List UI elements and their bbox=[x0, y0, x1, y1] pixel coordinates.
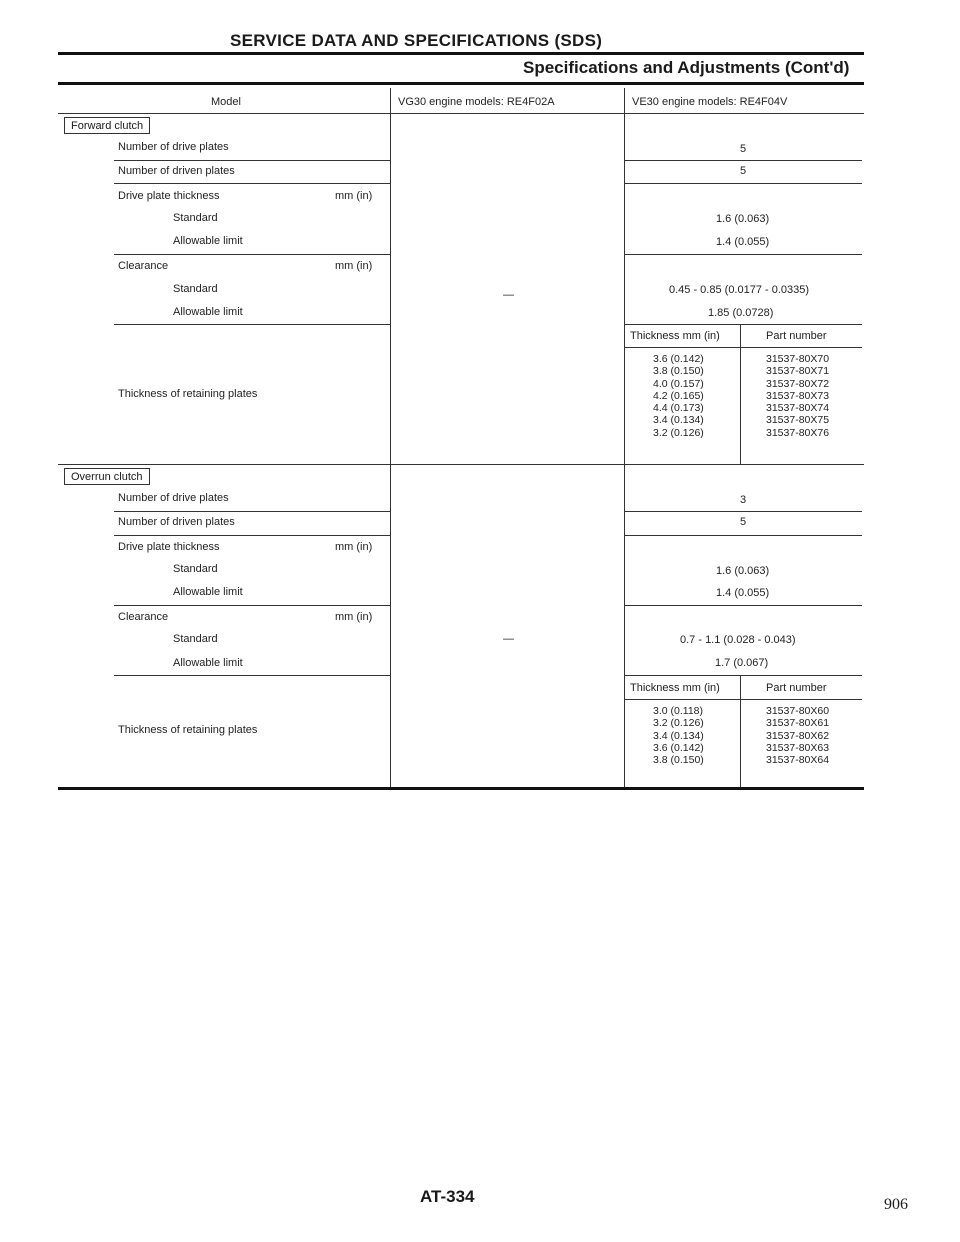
row-rule bbox=[114, 511, 390, 512]
retaining-thickness: 3.6 (0.142) bbox=[653, 741, 704, 754]
row-rule bbox=[114, 675, 390, 676]
fc-drive-plates-label: Number of drive plates bbox=[118, 141, 229, 153]
fc-plate-thickness-unit: mm (in) bbox=[335, 190, 373, 202]
retaining-part-number: 31537-80X64 bbox=[766, 754, 830, 767]
fc-standard-value: 1.6 (0.063) bbox=[716, 213, 770, 225]
retaining-thickness: 3.8 (0.150) bbox=[653, 754, 704, 767]
fc-driven-plates-value: 5 bbox=[740, 165, 747, 177]
oc-clr-standard-value: 0.7 - 1.1 (0.028 - 0.043) bbox=[680, 634, 796, 646]
oc-driven-plates-value: 5 bbox=[740, 516, 747, 528]
oc-retaining-header-part: Part number bbox=[766, 682, 827, 694]
oc-drive-plates-label: Number of drive plates bbox=[118, 492, 229, 504]
retaining-thickness: 3.8 (0.150) bbox=[653, 365, 704, 378]
page-code: AT-334 bbox=[420, 1187, 475, 1206]
fc-vg30-value: — bbox=[503, 289, 514, 301]
retaining-part-number: 31537-80X63 bbox=[766, 741, 830, 754]
forward-clutch-heading: Forward clutch bbox=[64, 117, 150, 134]
row-rule bbox=[624, 347, 862, 348]
retaining-part-number: 31537-80X76 bbox=[766, 426, 830, 439]
oc-clr-allowable-label: Allowable limit bbox=[173, 657, 243, 669]
ve30-column-header: VE30 engine models: RE4F04V bbox=[632, 96, 788, 108]
oc-standard-value: 1.6 (0.063) bbox=[716, 565, 770, 577]
retaining-thickness: 3.4 (0.134) bbox=[653, 414, 704, 427]
section-rule bbox=[58, 464, 864, 465]
retaining-thickness: 4.2 (0.165) bbox=[653, 389, 704, 402]
fc-retaining-thickness-list bbox=[653, 353, 704, 439]
oc-drive-plates-value: 3 bbox=[740, 494, 747, 506]
fc-retaining-header-part: Part number bbox=[766, 330, 827, 342]
oc-clr-standard-label: Standard bbox=[173, 633, 218, 645]
retaining-thickness: 3.2 (0.126) bbox=[653, 426, 704, 439]
row-rule bbox=[624, 324, 862, 325]
fc-retaining-part-list bbox=[766, 353, 829, 439]
retaining-thickness: 3.2 (0.126) bbox=[653, 717, 704, 730]
row-rule bbox=[624, 535, 862, 536]
fc-clr-standard-label: Standard bbox=[173, 283, 218, 295]
oc-retaining-label: Thickness of retaining plates bbox=[118, 724, 258, 736]
subtitle-rule bbox=[58, 82, 864, 85]
oc-retaining-thickness-list bbox=[653, 705, 704, 766]
oc-standard-label: Standard bbox=[173, 563, 218, 575]
retaining-part-number: 31537-80X70 bbox=[766, 353, 830, 365]
row-rule bbox=[624, 699, 862, 700]
retaining-thickness: 3.4 (0.134) bbox=[653, 729, 704, 742]
oc-plate-thickness-unit: mm (in) bbox=[335, 541, 373, 553]
vg30-column-header: VG30 engine models: RE4F02A bbox=[398, 96, 555, 108]
row-rule bbox=[114, 160, 390, 161]
oc-vg30-value: — bbox=[503, 633, 514, 645]
fc-clr-allowable-value: 1.85 (0.0728) bbox=[708, 307, 774, 319]
oc-allowable-label: Allowable limit bbox=[173, 586, 243, 598]
row-rule bbox=[624, 160, 862, 161]
page-title: SERVICE DATA AND SPECIFICATIONS (SDS) bbox=[230, 31, 603, 50]
page-number: 906 bbox=[884, 1196, 908, 1213]
fc-driven-plates-label: Number of driven plates bbox=[118, 165, 235, 177]
fc-standard-label: Standard bbox=[173, 212, 218, 224]
table-bottom-rule bbox=[58, 787, 864, 790]
oc-clearance-label: Clearance bbox=[118, 611, 169, 623]
fc-retaining-label: Thickness of retaining plates bbox=[118, 388, 258, 400]
column-divider-right bbox=[624, 88, 625, 788]
row-rule bbox=[114, 324, 390, 325]
fc-clr-allowable-label: Allowable limit bbox=[173, 306, 243, 318]
row-rule bbox=[624, 675, 862, 676]
oc-clearance-unit: mm (in) bbox=[335, 611, 373, 623]
fc-allowable-label: Allowable limit bbox=[173, 235, 243, 247]
fc-clearance-unit: mm (in) bbox=[335, 260, 373, 272]
oc-allowable-value: 1.4 (0.055) bbox=[716, 587, 770, 599]
header-rule bbox=[58, 113, 864, 114]
row-rule bbox=[114, 605, 390, 606]
fc-plate-thickness-label: Drive plate thickness bbox=[118, 190, 220, 202]
retaining-column-divider bbox=[740, 675, 741, 788]
row-rule bbox=[114, 535, 390, 536]
oc-driven-plates-label: Number of driven plates bbox=[118, 516, 235, 528]
retaining-part-number: 31537-80X71 bbox=[766, 365, 830, 378]
row-rule bbox=[624, 511, 862, 512]
oc-plate-thickness-label: Drive plate thickness bbox=[118, 541, 220, 553]
retaining-part-number: 31537-80X62 bbox=[766, 729, 830, 742]
retaining-part-number: 31537-80X75 bbox=[766, 414, 830, 427]
column-divider-left bbox=[390, 88, 391, 788]
retaining-part-number: 31537-80X72 bbox=[766, 377, 830, 390]
row-rule bbox=[624, 183, 862, 184]
oc-retaining-header-thickness: Thickness mm (in) bbox=[630, 682, 720, 694]
row-rule bbox=[624, 605, 862, 606]
row-rule bbox=[624, 254, 862, 255]
oc-clr-allowable-value: 1.7 (0.067) bbox=[715, 657, 769, 669]
retaining-thickness: 4.0 (0.157) bbox=[653, 377, 704, 390]
retaining-part-number: 31537-80X60 bbox=[766, 705, 830, 717]
page-subtitle: Specifications and Adjustments (Cont'd) bbox=[523, 58, 850, 77]
retaining-thickness: 3.0 (0.118) bbox=[653, 705, 704, 717]
retaining-part-number: 31537-80X61 bbox=[766, 717, 830, 730]
fc-retaining-header-thickness: Thickness mm (in) bbox=[630, 330, 720, 342]
fc-allowable-value: 1.4 (0.055) bbox=[716, 236, 770, 248]
fc-clearance-label: Clearance bbox=[118, 260, 169, 272]
retaining-part-number: 31537-80X74 bbox=[766, 402, 830, 415]
row-rule bbox=[114, 183, 390, 184]
fc-drive-plates-value: 5 bbox=[740, 143, 747, 155]
retaining-column-divider bbox=[740, 324, 741, 464]
retaining-part-number: 31537-80X73 bbox=[766, 389, 830, 402]
overrun-clutch-heading: Overrun clutch bbox=[64, 468, 150, 485]
retaining-thickness: 3.6 (0.142) bbox=[653, 353, 704, 365]
row-rule bbox=[114, 254, 390, 255]
model-header: Model bbox=[211, 96, 241, 108]
fc-clr-standard-value: 0.45 - 0.85 (0.0177 - 0.0335) bbox=[669, 284, 810, 296]
title-rule bbox=[58, 52, 864, 55]
retaining-thickness: 4.4 (0.173) bbox=[653, 402, 704, 415]
oc-retaining-part-list bbox=[766, 705, 829, 766]
